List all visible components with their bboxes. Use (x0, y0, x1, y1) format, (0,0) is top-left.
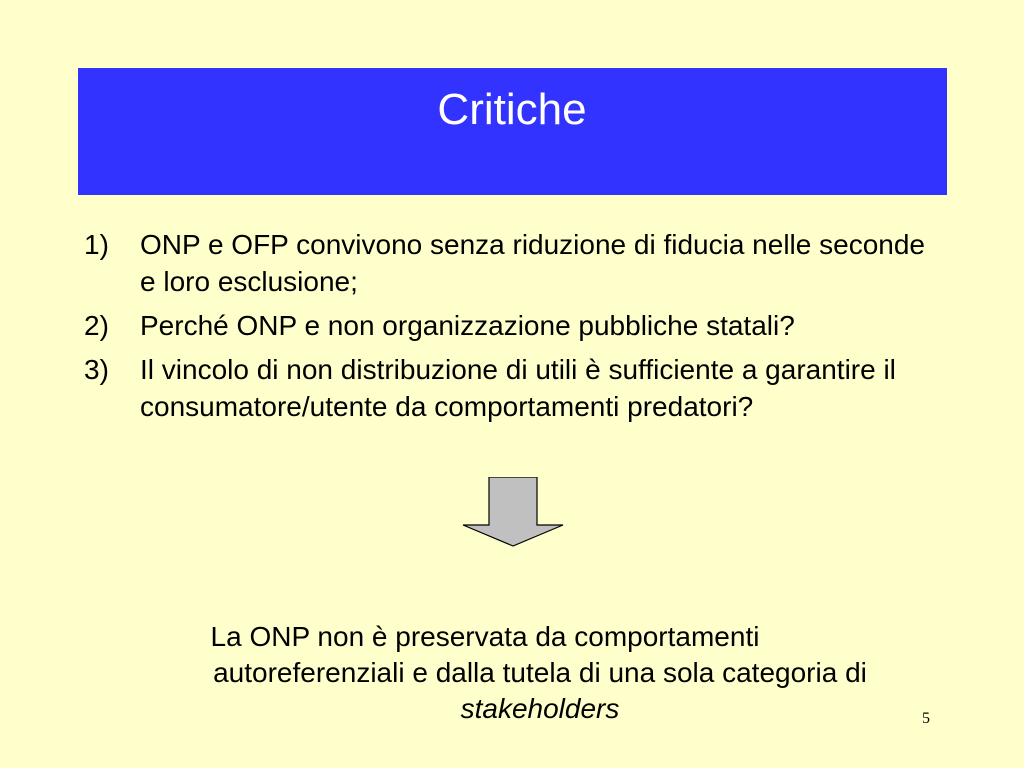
list-item-number: 3) (84, 354, 109, 385)
list-item (84, 351, 944, 425)
list-item-number: 2) (84, 310, 109, 341)
list-item-text: ONP e OFP convivono senza riduzione di fiducia nelle seconde e loro esclusione; (140, 229, 925, 297)
conclusion-line-1: La ONP non è preservata da comportamenti (210, 621, 760, 652)
list-item-number: 1) (84, 229, 109, 260)
down-arrow-icon (462, 477, 564, 547)
list-item-text: Il vincolo di non distribuzione di utili è sufficiente a garantire il consumatore/utente da comportamenti predatori? (140, 354, 896, 422)
conclusion-text (130, 619, 950, 727)
list-item-text: Perché ONP e non organizzazione pubbliche statali? (140, 310, 795, 341)
critique-list (84, 226, 944, 432)
slide-title: Critiche (437, 85, 587, 134)
page-number: 5 (922, 710, 930, 727)
conclusion-line-3: stakeholders (460, 693, 620, 724)
list-item (84, 307, 944, 344)
conclusion-line-2: autoreferenziali e dalla tutela di una sola categoria di (213, 657, 867, 688)
list-item (84, 226, 944, 300)
